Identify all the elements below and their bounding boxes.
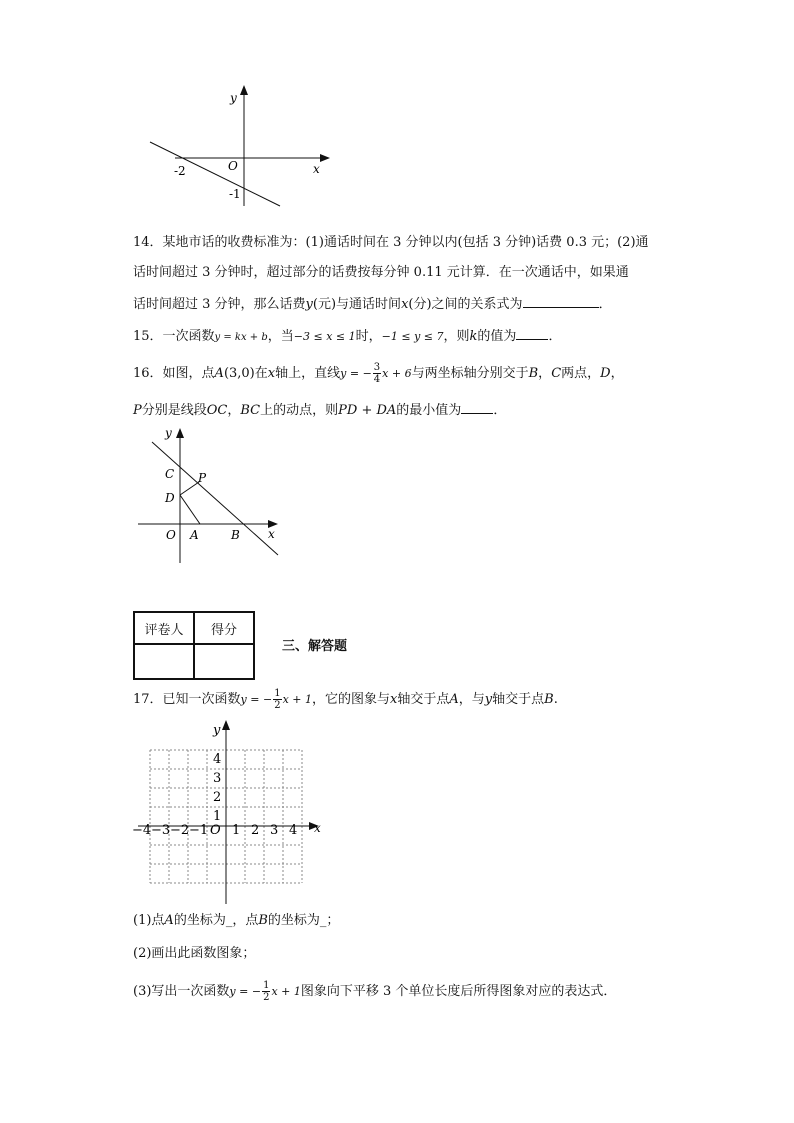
- q16-point-A: A: [214, 366, 224, 381]
- reviewer-header: 评卷人: [134, 612, 194, 644]
- q17-var-y: y: [484, 692, 493, 707]
- label-origin: O: [210, 823, 221, 838]
- q17-line: [133, 688, 558, 711]
- label-O: O: [166, 528, 176, 542]
- section-heading: 三、解答题: [282, 639, 348, 654]
- y-tick-4: 4: [213, 752, 222, 767]
- label-A: A: [190, 528, 199, 542]
- score-header: 得分: [194, 612, 254, 644]
- label-origin: O: [228, 159, 238, 173]
- q17-fraction-num: 1: [274, 688, 281, 699]
- y-axis-arrow-icon: [240, 85, 248, 95]
- x-tick-neg2: −2: [170, 823, 190, 838]
- y-tick-2: 2: [213, 790, 222, 805]
- label-minus-2: -2: [174, 164, 186, 178]
- q16-point-D: D: [600, 366, 611, 381]
- q16-var-x: x: [267, 366, 276, 381]
- figure-q13: [140, 82, 340, 212]
- y-tick-1: 1: [213, 809, 222, 824]
- label-minus-1: -1: [229, 187, 241, 201]
- q17-fraction-den: 2: [274, 700, 281, 711]
- q17-point-B: B: [544, 692, 554, 707]
- sub1-text-c: 的坐标为_；: [267, 913, 340, 928]
- q14-text-d: ．: [598, 297, 612, 312]
- q17-end: .: [553, 692, 558, 707]
- sub3-fraction: [262, 980, 270, 1003]
- q15-line: [133, 326, 561, 347]
- q15-end: ．: [548, 329, 562, 344]
- x-tick-3: 3: [270, 823, 279, 838]
- segment-DP: [180, 482, 199, 495]
- q15-var-k: k: [469, 329, 478, 344]
- q17-func-part1: y = −: [240, 693, 273, 706]
- label-P: P: [198, 471, 207, 485]
- y-axis-arrow-icon: [176, 428, 184, 438]
- sub3-text-b: 图象向下平移 3 个单位长度后所得图象对应的表达式．: [300, 984, 617, 999]
- q17-text-b: ，它的图象与: [312, 692, 391, 707]
- x-tick-neg3: −3: [151, 823, 171, 838]
- q14-answer-blank[interactable]: [523, 294, 599, 308]
- q16-expression: PD + DA: [338, 403, 397, 418]
- q15-answer-blank[interactable]: [516, 326, 548, 340]
- sub3-func-part1: y = −: [229, 985, 262, 998]
- q14-var-y: y: [305, 297, 313, 312]
- q16-text-b: 在: [254, 366, 268, 381]
- sub1-text-b: 的坐标为_，点: [173, 913, 259, 928]
- q16-func-part1: y = −: [340, 367, 372, 380]
- q16-text-h: ，: [610, 366, 624, 381]
- q14-text-a: 话时间超过 3 分钟，那么话费: [133, 297, 306, 312]
- score-cell[interactable]: [194, 644, 254, 679]
- figure-q16: [130, 420, 290, 570]
- q16-text-l2b: ，: [227, 403, 241, 418]
- q16-line-2: [133, 400, 506, 420]
- label-y: y: [165, 426, 172, 440]
- q16-segment-OC: OC: [206, 403, 228, 418]
- q16-point-P: P: [133, 403, 142, 418]
- q16-text-g: 两点，: [561, 366, 601, 381]
- sub1-point-A: A: [164, 913, 174, 928]
- q16-text-d: 与两坐标轴分别交于: [411, 366, 529, 381]
- q14-line-1: 14．某地市话的收费标准为：(1)通话时间在 3 分钟以内(包括 3 分钟)话费 0.3 元；(2)通: [133, 235, 649, 250]
- x-tick-2: 2: [251, 823, 260, 838]
- q14-line-3: [133, 294, 612, 314]
- x-axis-arrow-icon: [320, 154, 330, 162]
- q16-point-C: C: [551, 366, 562, 381]
- q16-text-l2a: 分别是线段: [141, 403, 207, 418]
- q15-function: y = kx + b: [214, 332, 268, 343]
- q14-text-c: (分)之间的关系式为: [408, 297, 523, 312]
- reviewer-cell[interactable]: [134, 644, 194, 679]
- q17-text-d: ，与: [458, 692, 485, 707]
- q15-text-b: ，当: [267, 329, 294, 344]
- score-table: [133, 611, 255, 680]
- segment-DA: [180, 495, 200, 524]
- q16-fraction: [373, 362, 381, 385]
- y-axis-arrow-icon: [222, 720, 230, 730]
- sub3-fraction-num: 1: [263, 980, 270, 991]
- q16-text-l2c: 上的动点，则: [260, 403, 339, 418]
- q16-segment-BC: BC: [240, 403, 261, 418]
- coordinate-grid[interactable]: [130, 714, 330, 904]
- sub3-fraction-den: 2: [263, 992, 270, 1003]
- function-line: [150, 142, 280, 206]
- q16-answer-blank[interactable]: [461, 400, 493, 414]
- x-tick-1: 1: [232, 823, 241, 838]
- q17-text-a: 17．已知一次函数: [133, 692, 241, 707]
- q15-text-c: 时，: [355, 329, 382, 344]
- q16-text-l2d: 的最小值为: [396, 403, 462, 418]
- sub3-text-a: (3)写出一次函数: [133, 984, 230, 999]
- q15-text-e: 的值为: [477, 329, 517, 344]
- x-tick-neg4: −4: [132, 823, 152, 838]
- q15-text-d: ，则: [443, 329, 470, 344]
- sub1-point-B: B: [258, 913, 268, 928]
- x-tick-4: 4: [289, 823, 298, 838]
- q15-condition-y: −1 ≤ y ≤ 7: [381, 330, 444, 343]
- q15-condition-x: −3 ≤ x ≤ 1: [293, 330, 356, 343]
- q16-end: ．: [493, 403, 507, 418]
- label-x: x: [313, 162, 320, 176]
- q17-text-e: 轴交于点: [492, 692, 545, 707]
- label-C: C: [165, 467, 175, 481]
- q16-func-part2: x + 6: [382, 367, 412, 380]
- q15-text-a: 15．一次函数: [133, 329, 215, 344]
- q14-line-2: 话时间超过 3 分钟时，超过部分的话费按每分钟 0.11 元计算．在一次通话中，如果通: [133, 265, 629, 280]
- label-x: x: [314, 821, 321, 835]
- sub3-func-part2: x + 1: [271, 985, 301, 998]
- q16-point-B: B: [528, 366, 539, 381]
- x-tick-neg1: −1: [189, 823, 209, 838]
- q17-text-c: 轴交于点: [397, 692, 450, 707]
- q17-sub-1: [133, 912, 339, 930]
- q17-sub-2: (2)画出此函数图象；: [133, 946, 256, 961]
- label-y: y: [213, 723, 221, 738]
- q16-line-1: [133, 362, 624, 385]
- q17-sub-3: [133, 980, 616, 1003]
- label-B: B: [231, 528, 240, 542]
- q16-fraction-den: 4: [373, 374, 381, 385]
- q16-point-coord: (3,0): [223, 366, 255, 381]
- q17-func-part2: x + 1: [282, 693, 312, 706]
- label-y: y: [230, 91, 237, 105]
- label-x: x: [268, 527, 275, 541]
- q14-text-b: (元)与通话时间: [312, 297, 402, 312]
- q17-fraction: [273, 688, 281, 711]
- q16-fraction-num: 3: [373, 362, 381, 373]
- q16-text-a: 16．如图，点: [133, 366, 215, 381]
- sub1-text-a: (1)点: [133, 913, 165, 928]
- y-tick-3: 3: [213, 771, 222, 786]
- q17-point-A: A: [449, 692, 459, 707]
- q14-var-x: x: [401, 297, 409, 312]
- label-D: D: [165, 491, 175, 505]
- q17-var-x: x: [390, 692, 398, 707]
- q16-text-c: 轴上，直线: [275, 366, 341, 381]
- q16-text-e: ，: [538, 366, 552, 381]
